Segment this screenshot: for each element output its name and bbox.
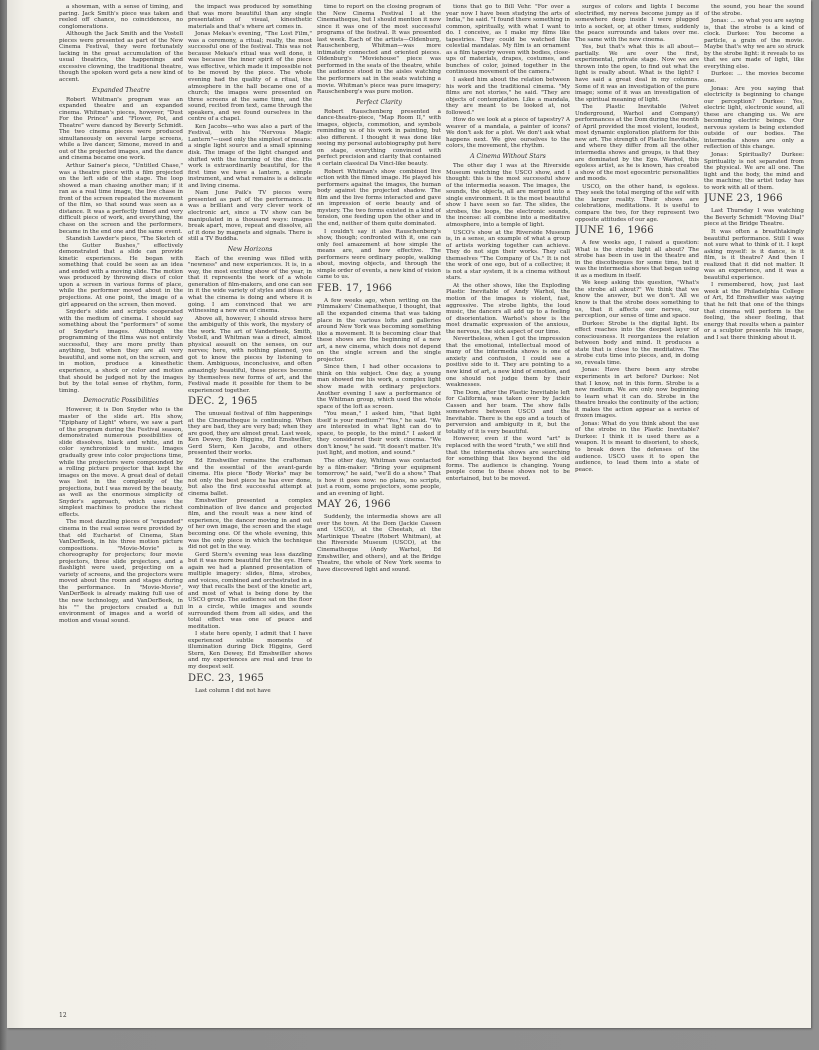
section-subhead: New Horizons	[227, 245, 273, 253]
paragraph: At the other shows, like the Exploding Plastic Inevitable of Andy Warhol, the motion of the images is violent, fast, aggressive. The strobe lights, the loud music, the dancers all add up to a feeling of disorientation. Warhol's show is the most dramatic expression of the anxious, the nervous, the sick aspect of our time.	[446, 282, 570, 335]
paragraph: The Plastic Inevitable (Velvet Underground, Warhol and Company) performances at the Dom during the month of April provided the most violent, loudest, most dynamic exploration platform for this new art. The strength of Plastic Inevitable, and where they differ from all the other intermedia shows and groups, is that they are dominated by the Ego. Warhol, this egoless artist, as he is known, has created a show of the most egocentric personalities and moods.	[575, 104, 699, 183]
paragraph: Ed Emshwiller remains the craftsman and the essential of the avant-garde cinema. His piece "Body Works" may be not only the best piece he has ever done, but also the first successful attempt at cinema ballet.	[188, 458, 312, 497]
paragraph: Arthur Sainer's piece, "Untitled Chase," was a theatre piece with a film projected on the left side of the stage. The loop showed a man chasing another man; if it ran as a real time image, the live chase in front of the screen repeated the movement of the film, so that sound was seen as a distance. It was a perfectly timed and very difficult piece of work, and everything, the chase on the screen and the performers, became in the end one and the same event.	[59, 163, 183, 235]
column-6	[704, 4, 804, 1020]
paragraph: Gerd Stern's evening was less dazzling but it was more beautiful for the eye. Here again we had a planned presentation of multiple imagery: slides, films, strobes, and voices, combined and orchestrated in a way that recalls the best of the kinetic art, and most of what is being done by the USCO group. The audience sat on the floor in a circle, while images and sounds surrounded them from all sides, and the total effect was one of peace and meditation.	[188, 551, 312, 630]
paragraph: Last column I did not have	[195, 687, 271, 694]
paragraph: Durkee: Strobe is the digital light. Its effect reaches into the deepest layer of consciousness. It reorganizes the relation between body and mind. It produces a state that is close to the meditative. The strobe cuts time into pieces, and, in doing so, reveals time.	[575, 320, 699, 366]
paragraph: However, it is Don Snyder who is the master of the slide art. His show, "Epiphany of Light" where, we saw a part of the program during the Festival season, demonstrated numerous possibilities of slide dissolves, black and white, and in color synchronized to music. Images gradually grew into color projections time, while the projectors were compounded by a rolling picture projector that kept the images on the move. A great deal of detail was lost in the complexity of the projections, but I was moved by the beauty, as well as the enormous simplicity of Snyder's approach, which uses the simplest machines to produce the richest effects.	[59, 407, 183, 518]
paragraph: Jonas: ... so what you are saying is, that the strobe is a kind of clock. Durkee: You become a particle, a grain of the movie. Maybe that's why we are so struck by the strobe light: it reveals to us that we are made of light, like everything else.	[704, 18, 804, 70]
column-5	[575, 4, 699, 1020]
paragraph: the sound, you hear the sound of the strobe.	[704, 4, 804, 17]
paragraph: Nam June Paik's TV pieces were presented as part of the performance. It was a brilliant and very clever work of electronic art, since a TV show can be manipulated in a thousand ways: images break apart, move, repeat and dissolve, all of it done by magnets and signals. There is still a TV Buddha.	[188, 190, 312, 243]
section-subhead: Perfect Clarity	[356, 98, 402, 106]
section-subhead: Democratic Possibilities	[83, 397, 159, 405]
dateline-heading: JUNE 23, 1966	[704, 193, 783, 205]
paragraph: However, even if the word "art" is replaced with the word "truth," we still find that the intermedia shows are searching for something that lies beyond the old forms. The audience is changing. Young people come to these shows not to be entertained, but to be moved.	[446, 436, 570, 482]
paragraph: a showman, with a sense of timing, and paring. Jack Smith's piece was taken and reeled off chance, no coincidences, no conglomerations.	[59, 4, 183, 30]
paragraph: Nevertheless, when I got the impression that the emotional, intellectual mood of many of the intermedia shows is one of anxiety and confusion, I could see a positive side to it. They are pointing to a new kind of art, a new kind of emotion, and one should not judge them by their weaknesses.	[446, 336, 570, 389]
paragraph: Above all, however, I should stress here the ambiguity of this work, the mystery of the work. The art of Vanderbeek, Smith, Vostell, and Whitman was a direct, almost physical assault on the senses, on our nerves; here, with nothing planned, you got to know the pieces by listening to them. Ambiguous, inconclusive, and often amazingly beautiful, these pieces become by themselves new forms of art, and the Festival made it possible for them to be experienced together.	[188, 315, 312, 394]
paragraph: A few weeks ago, I raised a question: What is the strobe light all about? The strobe has been in use in the theatre and in the discotheques for some time, but it was the intermedia shows that began using it as a medium in itself.	[575, 240, 699, 279]
paragraph: The unusual festival of film happenings at the Cinematheque is continuing. When they are bad, they are very bad; when they are good, they are almost great. Last week, Ken Dewey, Bob Higgins, Ed Emshwiller, Gerd Stern, Ken Jacobs, and others presented their works.	[188, 411, 312, 457]
paragraph: Robert Rauschenberg presented a dance-theatre-piece, "Map Room II," with images, objects, commotion, and symbols reminding us of his work in painting, but also different. I thought it was done like seeing my personal autobiography put here on stage, everything convinced with perfect precision and clarity that contained a certain classical Da Vinci-like beauty.	[317, 108, 441, 168]
dateline-heading: MAY 26, 1966	[317, 499, 391, 511]
paragraph: Snyder's slide and scripts cooperated with the medium of cinema. I should say something about the "performers" of some of Snyder's images. Although the programming of the films was not entirely successful, they are more pretty than anything, but when they are all very beautiful, and some not, on the screen, and in motion, produce a kinesthetic experience, a shock or color and motion that should be judged not by the images but by the total sense of rhythm, form, timing.	[59, 309, 183, 394]
paragraph: USCO's show at the Riverside Museum is, in a sense, an example of what a group of artists working together can achieve. They do not sign their works. They call themselves "The Company of Us." It is not the work of one ego, but of a collective; it is not a star system, it is a cinema without stars.	[446, 229, 570, 282]
column-2	[188, 4, 312, 1020]
paragraph: Robert Whitman's show combined live action with the filmed image. He played his performers against the images, the human body against the projected shadow. The film and the live forms interacted and gave an impression of eerie beauty and of mystery. The two forms existed in a kind of tension, one feeding upon the other and in the end, neither of them quite dominated.	[317, 168, 441, 227]
paragraph: Jonas: Have there been any strobe experiments in art before? Durkee: Not that I know, not in this form. Strobe is a new medium. We are only now beginning to learn what it can do. Strobe in the theatre breaks the continuity of the action; it makes the action appear as a series of frozen images.	[575, 367, 699, 420]
paragraph: The most dazzling pieces of "expanded" cinema in the real sense were provided by that old Eucharist of Cinema, Stan VanDerBeek, in his three motion picture compositions. "Movie-Movie" is choreography for projectors; four movie projectors, three slide projectors, and a flashlight were used, projecting on a variety of screens, and the projectors were moved about the room and stages during the performance. In "Movie-Movie", VanDerBeek is already making full use of the new technology, and VanDerBeek, in his "" the projectors created a full environment of images and a world of motion and visual sound.	[59, 519, 183, 624]
paragraph: the impact was produced by something that was more beautiful than any single presentation of visual, kinesthetic materials and that's where art comes in.	[188, 4, 312, 30]
paragraph: How do we look at a piece of tapestry? A weaver of a mandala, a painter of icons? We don't ask for a plot. We don't ask what happens next. We give ourselves to the colors, the movement, the rhythm.	[446, 117, 570, 150]
paragraph: A few weeks ago, when writing on the Filmmakers' Cinematheque, I thought, that all the expanded cinema that was taking place in the various lofts and galleries around New York was becoming something like a movement. It is becoming clear that these shows are the beginning of a new art, a new cinema, which does not depend on the single screen and the single projector.	[317, 297, 441, 363]
paragraph: Jonas: What do you think about the use of the strobe in the Plastic Inevitable? Durkee: I think it is used there as a weapon. It is meant to disorient, to shock, to break down the defenses of the audience. USCO uses it to open the audience, to lead them into a state of peace.	[575, 420, 699, 473]
paragraph: The other day, Whitman was contacted by a film-maker: "Bring your equipment tomorrow," he said, "we'll do a show." That is how it goes now: no plans, no scripts, just a room, some projectors, some people, and an evening of light.	[317, 458, 441, 497]
dateline-heading: FEB. 17, 1966	[317, 282, 393, 294]
dateline-heading: DEC. 23, 1965	[188, 672, 265, 684]
paragraph: Jonas Mekas's evening, "The Lost Film," was a ceremony, a ritual; really, the most successful one of the festival. This was not because Mekas's ritual was well done, it was because the inner spirit of the piece was effective, which made it impossible not to be moved by the piece. The whole evening had the quality of a ritual, the atmosphere in the hall became one of a church; the images were presented on three screens at the same time, and the sound, recited from text, came through the speakers, and we found ourselves in the centre of a chapel.	[188, 31, 312, 123]
paragraph: USCO, on the other hand, is egoless. They seek the total merging of the self with the larger reality. Their shows are celebrations, meditations. It is useful to compare the two, for they represent two opposite attitudes of our age.	[575, 183, 699, 223]
paragraph: tions that go to Bill Vehr. "For over a year now I have been studying the arts of India," he said. "I found there something in common, spiritually, with what I want to do. I conceive, as I make my films like tapestries. They could be watched like celestial mandalas. My film is an ornament as a film tapestry woven with bodies, close-ups of materials, drapes, costumes, and bunches of color, joined together in the continuous movement of the camera."	[446, 4, 570, 76]
paragraph: Yes, but that's what this is all about—partially. We are over the first, experimental, private stage. Now we are thrown into the open, to find out what the light is really about. What is the light? I have said a great deal in my columns. Some of it was an investigation of the pure image; some of it was an investigation of the spiritual meaning of light.	[575, 44, 699, 103]
newspaper-page	[7, 0, 811, 1028]
column-1	[59, 4, 183, 1020]
section-subhead: Expanded Theatre	[92, 86, 150, 94]
paragraph: It was often a breathtakingly beautiful performance. Still I was not sure what to think of it. I kept asking myself: is it dance, is it film, is it theatre? And then I realized that it did not matter. It was an experience, and it was a beautiful experience.	[704, 228, 804, 281]
section-subhead: A Cinema Without Stars	[470, 153, 546, 161]
paragraph: The Dom, after the Plastic Inevitable left for California, was taken over by Jackie Cassen and her team. The show falls somewhere between USCO and the Inevitable. There is the ego and a touch of perversion and ambiguity in it, but the totality of it is very beautiful.	[446, 389, 570, 435]
paragraph: Jonas: Are you saying that electricity is beginning to change our perception? Durkee: Yes, electric light, electronic sound, all these are changing us. We are becoming electric beings. Our nervous system is being extended outside of our bodies. The intermedia shows are only a reflection of this change.	[704, 85, 804, 151]
paragraph: I asked him about the relation between his work and the traditional cinema. "My films are not stories," he said. "They are objects of contemplation. Like a mandala, they are meant to be looked at, not followed."	[446, 77, 570, 116]
paragraph: time to report on the closing program of the New Cinema Festival I at the Cinematheque, but I should mention it now since it was one of the most successful programs of the festival. It was presented last week. Each of the artists—Oldenburg, Rauschenberg, Whitman—was more intimately connected and oriented pieces. Oldenburg's "Moviehouse" piece was performed in the seats of the theatre, while the audience stood in the aisles watching the performers sat in the seats watching a movie. Whitman's piece was pure imagery; Rauschenberg's was pure motion.	[317, 4, 441, 96]
paragraph: Although the Jack Smith and the Vostell pieces were presented as part of the New Cinema Festival, they were fortunately lacking in the great accumulation of the usual theatrics, the happenings and excessive clowning, the traditional theatre, though the spoken word gets a new kind of accent.	[59, 31, 183, 84]
paragraph: Ken Jacobs—who was also a part of the Festival, with his "Nervous Magic Lantern"—used only the simplest of means: a single light source and a small spinning disk. The image of the light changed and shifted with the turning of the disc. His work is extraordinarily beautiful, for the first time we have a lantern, a simple instrument, and what remains is a delicate and living cinema.	[188, 123, 312, 189]
paragraph: Each of the evening was filled with "newness" and new experiences. It is, in a way, the most exciting show of the year, in that it represents the work of a whole generation of film-makers, and one can see in it the wide variety of styles and ideas on what the cinema is doing and where it is going. I am convinced that we are witnessing a new era of cinema.	[188, 255, 312, 315]
paragraph: I remembered, how, just last week at the Philadelphia College of Art, Ed Emshwiller was saying that he felt that one of the things that cinema will perform is the feeling, the sheer feeling, that energy that results when a painter or a sculptor presents his image, and I sat there thinking about it.	[704, 282, 804, 341]
paragraph: Last Thursday I was watching the Beverly Schmidt "Moving Dial" piece at the Bridge Theatre.	[704, 208, 804, 228]
paragraph: Jonas: Spiritually? Durkee: Spirituality is not separated from the physical. We are all one. The light and the body, the mind and the machine; the artist today has to work with all of them.	[704, 152, 804, 191]
dateline-heading: DEC. 2, 1965	[188, 396, 258, 408]
paragraph: Standish Lawder's piece, "The Sketch of the Gutter Bushes," effectively demonstrated that a slide can provide kinetic experiences. He began with something that could be seen as an idea and ended with a moving slide. The motion was produced by throwing discs of color upon a screen in various forms of place, while the performer moved about in the projections. At one point, the image of a girl appeared on the screen, then moved.	[59, 236, 183, 308]
paragraph: I state here openly, I admit that I have experienced subtle moments of illumination during Dick Higgins, Gerd Stern, Ken Dewey, Ed Emshwiller shows and my experiences are real and true to my deepest self.	[188, 631, 312, 670]
paragraph: Emshwiller presented a complex combination of live dance and projected film, and the result was a new kind of experience, the dancer moving in and out of her own image, the screen and the stage becoming one. Of the whole evening, this was the only piece in which the technique did not get in the way.	[188, 498, 312, 551]
column-4	[446, 4, 570, 1020]
paragraph: surges of colors and lights I become electrified, my nerves become jumpy as if somewhere deep inside I were plugged into a socket, or, at other times, suddenly the peace surrounds and takes over me. The same with the new cinema.	[575, 4, 699, 43]
column-3	[317, 4, 441, 1020]
paragraph: The other day I was at the Riverside Museum watching the USCO show, and I thought: this is the most successful show of the intermedia season. The images, the sounds, the objects, all are merged into a single environment. It is the most beautiful show I have seen so far. The slides, the strobes, the loops, the electronic sounds, the incense: all combine into a meditative atmosphere, into a temple of light.	[446, 163, 570, 228]
paragraph: I couldn't say it also Rauschenberg's show, though; confronted with it, one can only feel amazement at how simple the means are, and how effective. The performers were ordinary people, walking about, moving objects, and through the simple order of events, a new kind of vision came to us.	[317, 228, 441, 281]
paragraph: Suddenly, the intermedia shows are all over the town. At the Dom (Jackie Cassen and USCO), at the Cheetah, at the Martinique Theatre (Robert Whitman), at the Riverside Museum (USCO), at the Cinematheque (Andy Warhol, Ed Emshwiller, and others), and at the Bridge Theatre, the whole of New York seems to have discovered light and sound.	[317, 514, 441, 573]
paragraph: Since then, I had other occasions to think on this subject. One day, a young man showed me his work, a complex light show made with ordinary projectors. Another evening I saw a performance of the Whitman group, which used the whole space of the loft as screen.	[317, 364, 441, 410]
text-columns	[7, 0, 811, 1028]
paragraph: We keep asking this question, "What's the strobe all about?" We think that we know the answer, but we don't. All we know is that the strobe does something to us, that it affects our nerves, our perception, our sense of time and space.	[575, 280, 699, 320]
page-number: 12	[59, 1012, 67, 1019]
paragraph: Durkee: ... the movies become one.	[704, 71, 804, 85]
binding-edge	[0, 0, 7, 1050]
dateline-heading: JUNE 16, 1966	[575, 225, 654, 237]
paragraph: "You mean," I asked him, "that light itself is your medium?" "Yes," he said. "We are interested in what light can do to space, to people, to the mind." I asked if they considered their work cinema. "We don't know," he said. "It doesn't matter. It's just light, and motion, and sound."	[317, 411, 441, 457]
paragraph: Robert Whitman's program was an expanded theatre and an expanded cinema. Whitman's pieces, however, "Dust For the Prince" and "Flower, Pot, and Theatre" were danced by Beverly Schmidt. The two cinema pieces were produced simultaneously on several large screens, while a live dancer, Simone, moved in and out of the projected images, and the dance and cinema became one work.	[59, 96, 183, 162]
